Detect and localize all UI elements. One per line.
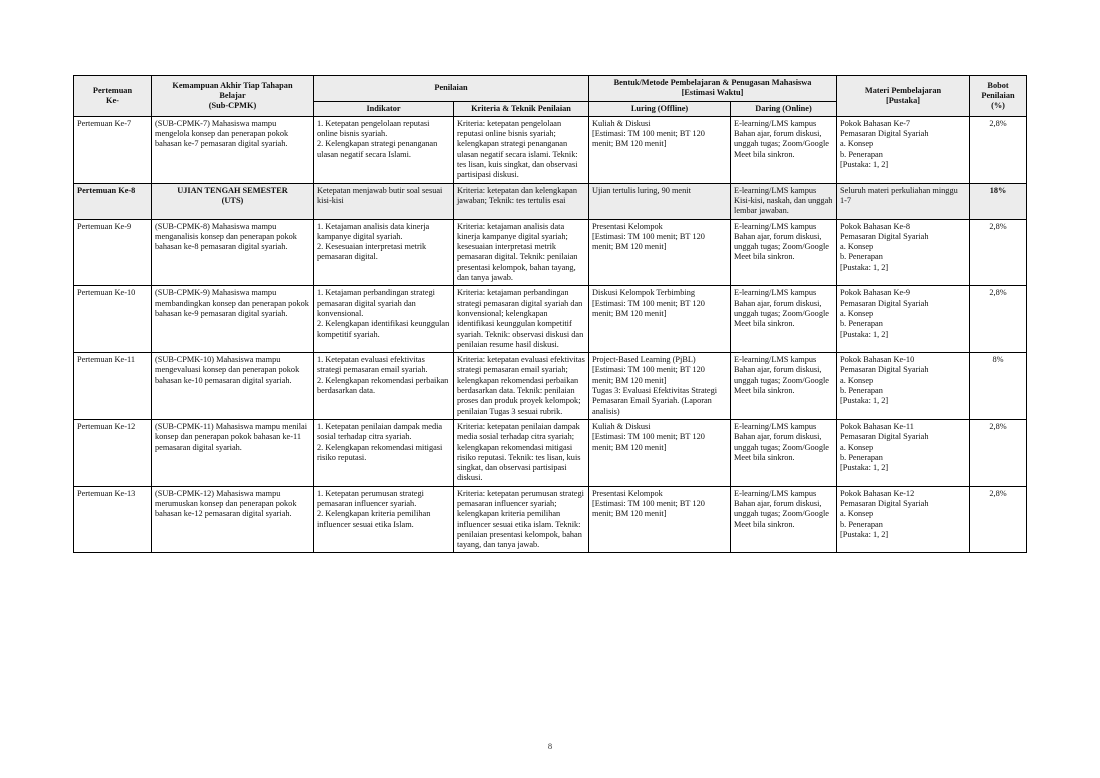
daring-cell: E-learning/LMS kampus Bahan ajar, forum diskusi, unggah tugas; Zoom/Google Meet bila sinkron. xyxy=(731,219,837,286)
header-kriteria: Kriteria & Teknik Penilaian xyxy=(454,101,589,116)
header-bentuk: Bentuk/Metode Pembelajaran & Penugasan Mahasiswa [Estimasi Waktu] xyxy=(589,76,837,102)
bobot-cell: 2,8% xyxy=(970,419,1027,486)
kriteria-cell: Kriteria: ketepatan penilaian dampak media sosial terhadap citra syariah; kelengkapan rekomendasi mitigasi risiko reputasi. Teknik: tes lisan, kuis singkat, dan observasi partisipasi diskusi. xyxy=(454,419,589,486)
daring-cell: E-learning/LMS kampus Kisi-kisi, naskah, dan unggah lembar jawaban. xyxy=(731,183,837,219)
luring-cell: Kuliah & Diskusi [Estimasi: TM 100 menit; BT 120 menit; BM 120 menit] xyxy=(589,419,731,486)
header-kemampuan: Kemampuan Akhir Tiap Tahapan Belajar (Sub-CPMK) xyxy=(152,76,314,117)
luring-cell: Project-Based Learning (PjBL) [Estimasi: TM 100 menit; BT 120 menit; BM 120 menit] Tugas 3: Evaluasi Efektivitas Strategi Pemasaran Email Syariah. (Laporan analisis) xyxy=(589,353,731,420)
rps-table xyxy=(73,75,1027,553)
header-penilaian: Penilaian xyxy=(314,76,589,102)
table-row xyxy=(74,419,1027,486)
week-cell: Pertemuan Ke-7 xyxy=(74,116,152,183)
indikator-cell: 1. Ketepatan perumusan strategi pemasaran influencer syariah. 2. Kelengkapan kriteria pemilihan influencer sesuai etika Islam. xyxy=(314,486,454,553)
table-row xyxy=(74,286,1027,353)
materi-cell: Pokok Bahasan Ke-10 Pemasaran Digital Syariah a. Konsep b. Penerapan [Pustaka: 1, 2] xyxy=(837,353,970,420)
indikator-cell: 1. Ketajaman perbandingan strategi pemasaran digital syariah dan konvensional. 2. Kelengkapan identifikasi keunggulan kompetitif syariah. xyxy=(314,286,454,353)
header-luring: Luring (Offline) xyxy=(589,101,731,116)
materi-cell: Seluruh materi perkuliahan minggu 1-7 xyxy=(837,183,970,219)
materi-cell: Pokok Bahasan Ke-9 Pemasaran Digital Syariah a. Konsep b. Penerapan [Pustaka: 1, 2] xyxy=(837,286,970,353)
kriteria-cell: Kriteria: ketepatan evaluasi efektivitas strategi pemasaran email syariah; kelengkapan rekomendasi perbaikan berdasarkan data. Teknik: penilaian proses dan produk proyek kelompok; penilaian Tugas 3 sesuai rubrik. xyxy=(454,353,589,420)
bobot-cell: 8% xyxy=(970,353,1027,420)
subcpmk-cell: (SUB-CPMK-12) Mahasiswa mampu merumuskan konsep dan penerapan pokok bahasan ke-12 pemasaran digital syariah. xyxy=(152,486,314,553)
daring-cell: E-learning/LMS kampus Bahan ajar, forum diskusi, unggah tugas; Zoom/Google Meet bila sinkron. xyxy=(731,419,837,486)
header-materi: Materi Pembelajaran [Pustaka] xyxy=(837,76,970,117)
materi-cell: Pokok Bahasan Ke-8 Pemasaran Digital Syariah a. Konsep b. Penerapan [Pustaka: 1, 2] xyxy=(837,219,970,286)
luring-cell: Ujian tertulis luring, 90 menit xyxy=(589,183,731,219)
table-row-uts xyxy=(74,183,1027,219)
subcpmk-cell: UJIAN TENGAH SEMESTER (UTS) xyxy=(152,183,314,219)
week-cell: Pertemuan Ke-9 xyxy=(74,219,152,286)
header-indikator: Indikator xyxy=(314,101,454,116)
table-row xyxy=(74,486,1027,553)
materi-cell: Pokok Bahasan Ke-7 Pemasaran Digital Syariah a. Konsep b. Penerapan [Pustaka: 1, 2] xyxy=(837,116,970,183)
week-cell: Pertemuan Ke-10 xyxy=(74,286,152,353)
week-cell: Pertemuan Ke-11 xyxy=(74,353,152,420)
subcpmk-cell: (SUB-CPMK-9) Mahasiswa mampu membandingkan konsep dan penerapan pokok bahasan ke-9 pemasaran digital syariah. xyxy=(152,286,314,353)
indikator-cell: 1. Ketajaman analisis data kinerja kampanye digital syariah. 2. Kesesuaian interpretasi metrik pemasaran digital. xyxy=(314,219,454,286)
subcpmk-cell: (SUB-CPMK-8) Mahasiswa mampu menganalisis konsep dan penerapan pokok bahasan ke-8 pemasaran digital syariah. xyxy=(152,219,314,286)
week-cell: Pertemuan Ke-8 xyxy=(74,183,152,219)
header-daring: Daring (Online) xyxy=(731,101,837,116)
page-number: 8 xyxy=(547,741,553,751)
table-row xyxy=(74,116,1027,183)
luring-cell: Kuliah & Diskusi [Estimasi: TM 100 menit; BT 120 menit; BM 120 menit] xyxy=(589,116,731,183)
kriteria-cell: Kriteria: ketepatan perumusan strategi pemasaran influencer syariah; kelengkapan kriteria pemilihan influencer sesuai etika islam. Teknik: penilaian presentasi kelompok, bahan tayang, dan tanya jawab. xyxy=(454,486,589,553)
indikator-cell: Ketepatan menjawab butir soal sesuai kisi-kisi xyxy=(314,183,454,219)
header-bobot: Bobot Penilaian (%) xyxy=(970,76,1027,117)
bobot-cell: 18% xyxy=(970,183,1027,219)
luring-cell: Presentasi Kelompok [Estimasi: TM 100 menit; BT 120 menit; BM 120 menit] xyxy=(589,486,731,553)
table-row xyxy=(74,219,1027,286)
subcpmk-cell: (SUB-CPMK-11) Mahasiswa mampu menilai konsep dan penerapan pokok bahasan ke-11 pemasaran digital syariah. xyxy=(152,419,314,486)
kriteria-cell: Kriteria: ketajaman analisis data kinerja kampanye digital syariah; kesesuaian interpretasi metrik pemasaran digital. Teknik: penilaian presentasi kelompok, bahan tayang, dan tanya jawab. xyxy=(454,219,589,286)
indikator-cell: 1. Ketepatan penilaian dampak media sosial terhadap citra syariah. 2. Kelengkapan rekomendasi mitigasi risiko reputasi. xyxy=(314,419,454,486)
materi-cell: Pokok Bahasan Ke-12 Pemasaran Digital Syariah a. Konsep b. Penerapan [Pustaka: 1, 2] xyxy=(837,486,970,553)
subcpmk-cell: (SUB-CPMK-10) Mahasiswa mampu mengevaluasi konsep dan penerapan pokok bahasan ke-10 pemasaran digital syariah. xyxy=(152,353,314,420)
daring-cell: E-learning/LMS kampus Bahan ajar, forum diskusi, unggah tugas; Zoom/Google Meet bila sinkron. xyxy=(731,353,837,420)
luring-cell: Diskusi Kelompok Terbimbing [Estimasi: TM 100 menit; BT 120 menit; BM 120 menit] xyxy=(589,286,731,353)
kriteria-cell: Kriteria: ketepatan dan kelengkapan jawaban; Teknik: tes tertulis esai xyxy=(454,183,589,219)
daring-cell: E-learning/LMS kampus Bahan ajar, forum diskusi, unggah tugas; Zoom/Google Meet bila sinkron. xyxy=(731,486,837,553)
week-cell: Pertemuan Ke-12 xyxy=(74,419,152,486)
daring-cell: E-learning/LMS kampus Bahan ajar, forum diskusi, unggah tugas; Zoom/Google Meet bila sinkron. xyxy=(731,286,837,353)
bobot-cell: 2,8% xyxy=(970,286,1027,353)
subcpmk-cell: (SUB-CPMK-7) Mahasiswa mampu mengelola konsep dan penerapan pokok bahasan ke-7 pemasaran digital syariah. xyxy=(152,116,314,183)
bobot-cell: 2,8% xyxy=(970,486,1027,553)
kriteria-cell: Kriteria: ketepatan pengelolaan reputasi online bisnis syariah; kelengkapan strategi penanganan ulasan negatif secara islami. Teknik: tes lisan, kuis singkat, dan observasi partisipasi diskusi. xyxy=(454,116,589,183)
table-row xyxy=(74,353,1027,420)
indikator-cell: 1. Ketepatan pengelolaan reputasi online bisnis syariah. 2. Kelengkapan strategi penanganan ulasan negatif secara Islami. xyxy=(314,116,454,183)
daring-cell: E-learning/LMS kampus Bahan ajar, forum diskusi, unggah tugas; Zoom/Google Meet bila sinkron. xyxy=(731,116,837,183)
header-pertemuan: Pertemuan Ke- xyxy=(74,76,152,117)
indikator-cell: 1. Ketepatan evaluasi efektivitas strategi pemasaran email syariah. 2. Kelengkapan rekomendasi perbaikan berdasarkan data. xyxy=(314,353,454,420)
bobot-cell: 2,8% xyxy=(970,116,1027,183)
materi-cell: Pokok Bahasan Ke-11 Pemasaran Digital Syariah a. Konsep b. Penerapan [Pustaka: 1, 2] xyxy=(837,419,970,486)
kriteria-cell: Kriteria: ketajaman perbandingan strategi pemasaran digital syariah dan konvensional; kelengkapan identifikasi keunggulan kompetitif syariah. Teknik: observasi diskusi dan penilaian resume hasil diskusi. xyxy=(454,286,589,353)
luring-cell: Presentasi Kelompok [Estimasi: TM 100 menit; BT 120 menit; BM 120 menit] xyxy=(589,219,731,286)
week-cell: Pertemuan Ke-13 xyxy=(74,486,152,553)
bobot-cell: 2,8% xyxy=(970,219,1027,286)
